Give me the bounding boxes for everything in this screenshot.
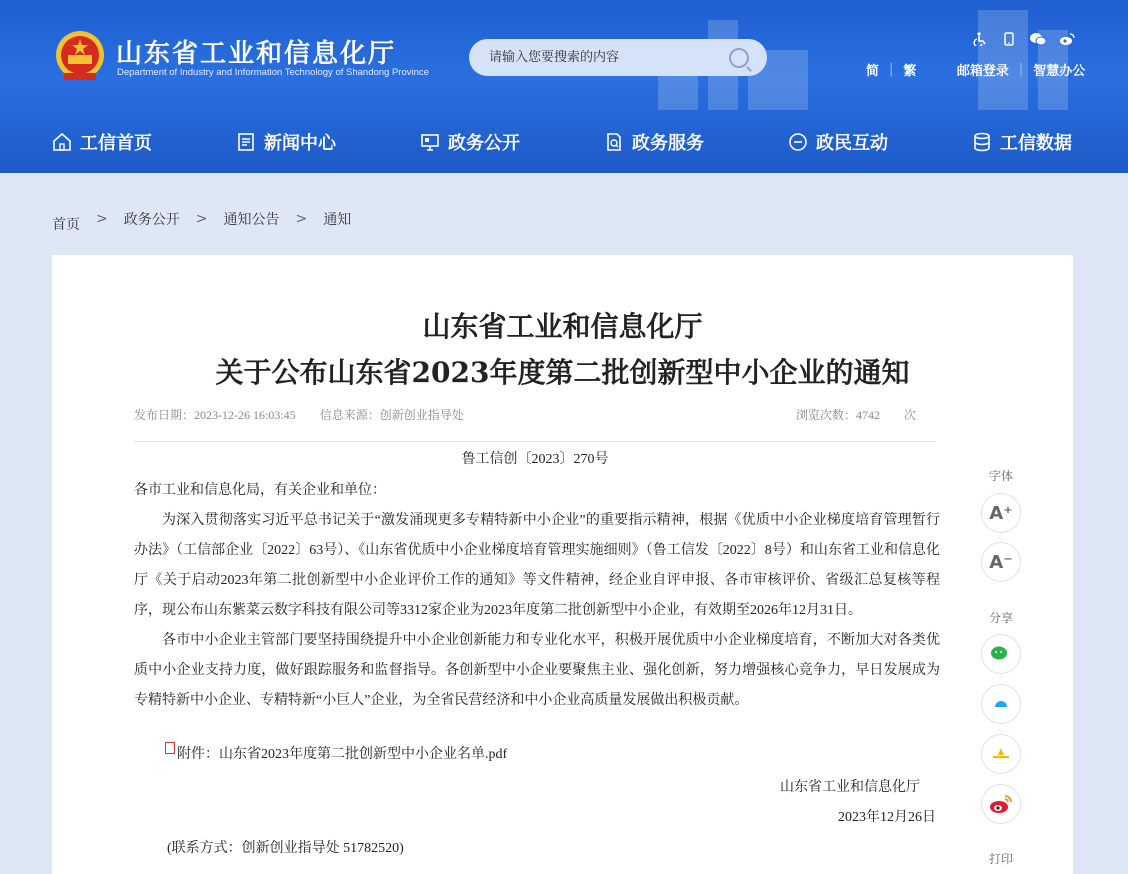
nav-home[interactable] [52,129,152,155]
source-value: 创新创业指导处 [379,408,464,422]
national-emblem-icon [54,29,106,83]
link-separator: | [889,62,894,77]
attachment-link[interactable] [165,743,507,763]
breadcrumb-home[interactable]: 首页 [52,217,80,233]
weibo-icon[interactable] [1059,31,1075,47]
wechat-share-button[interactable] [981,634,1021,674]
salutation: 各市工业和信息化局，有关企业和单位： [134,483,386,498]
nav-government-affairs[interactable] [420,129,520,155]
sign-date: 2023年12月26日 [838,810,936,825]
contact-info: (联系方式：创新创业指导处 51782520) [167,841,404,856]
nav-news[interactable] [236,129,336,155]
font-increase-button[interactable]: A⁺ [981,493,1021,533]
weibo-share-button[interactable] [981,784,1021,824]
font-size-label: 字体 [988,469,1013,483]
article-title-line1: 山东省工业和信息化厅 [422,310,703,343]
site-subtitle: Department of Industry and Information Technology of Shandong Province [117,67,429,78]
breadcrumb-notices[interactable]: 通知公告 [223,212,280,228]
meta-divider [134,441,936,442]
source-label: 信息来源： [319,408,380,422]
nav-data[interactable] [972,129,1072,155]
chevron-right-icon: > [295,211,308,227]
qzone-share-button[interactable] [981,734,1021,774]
traditional-link[interactable]: 繁 [903,64,917,79]
site-header [0,0,1128,173]
nav-label: 政民互动 [816,132,888,154]
accessibility-icon[interactable] [972,31,988,47]
breadcrumb [52,204,351,234]
site-title[interactable]: 山东省工业和信息化厅 [116,39,397,69]
mobile-icon[interactable] [1001,31,1017,47]
font-decrease-button[interactable]: A⁻ [981,542,1021,582]
wechat-icon[interactable] [1030,31,1046,47]
nav-government-services[interactable] [604,129,704,155]
publish-label: 发布日期： [134,408,195,422]
breadcrumb-government-affairs[interactable]: 政务公开 [123,212,180,228]
publish-date: 2023-12-26 16:03:45 [194,408,296,422]
share-label: 分享 [988,611,1013,625]
home-icon [52,132,72,152]
mailbox-login-link[interactable]: 邮箱登录 [956,64,1009,79]
search-box [469,39,767,76]
article-body [134,476,940,716]
document-search-icon [604,132,624,152]
wechat-icon [990,645,1012,663]
article-panel [52,255,1073,874]
document-number: 鲁工信创〔2023〕270号 [461,452,609,467]
views-count: 4742 [855,408,880,422]
views-unit: 次 [903,408,916,422]
attachment-text: 附件：山东省2023年度第二批创新型中小企业名单.pdf [177,747,508,762]
nav-label: 工信数据 [1000,132,1072,154]
top-links [866,60,1085,79]
nav-label: 工信首页 [80,132,152,154]
qzone-star-icon [991,745,1011,763]
search-input[interactable] [489,39,729,76]
monitor-icon [420,132,440,152]
weibo-icon [988,793,1014,815]
main-nav [0,110,1128,173]
search-icon[interactable] [729,48,749,68]
nav-label: 政务服务 [632,132,704,154]
paragraph-2: 各市中小企业主管部门要坚持围绕提升中小企业创新能力和专业化水平，积极开展优质中小企业梯度培育，不断加大对各类优质中小企业支持力度，做好跟踪服务和监督指导。各创新型中小企业要聚焦主业、强化创新，努力增强核心竞争力，早日发展成为专精特新中小企业、专精特新“小巨人”企业，为全省民营经济和中小企业高质量发展做出积极贡献。 [134,633,940,708]
chevron-right-icon: > [195,211,208,227]
signer: 山东省工业和信息化厅 [780,780,920,795]
nav-label: 政务公开 [448,132,520,154]
paragraph-1: 为深入贯彻落实习近平总书记关于“激发涌现更多专精特新中小企业”的重要指示精神，根据《优质中小企业梯度培育管理暂行办法》（工信部企业〔2022〕63号）、《山东省优质中小企业梯度培育管理实施细则》（鲁工信发〔2022〕8号）和山东省工业和信息化厅《关于启动2023年第二批创新型中小企业评价工作的通知》等文件精神，经企业自评申报、各市审核评价、省级汇总复核等程序，现公布山东紫菜云数字科技有限公司等3312家企业为2023年度第二批创新型中小企业，有效期至2026年12月31日。 [134,513,940,618]
article-title-line2: 关于公布山东省2023年度第二批创新型中小企业的通知 [215,356,910,389]
nav-interaction[interactable] [788,129,888,155]
qq-share-button[interactable] [981,684,1021,724]
link-separator: | [1018,62,1024,77]
news-icon [236,132,256,152]
smart-office-link[interactable]: 智慧办公 [1033,64,1086,79]
chat-icon [788,132,808,152]
top-icons [972,31,1075,49]
qq-icon [992,695,1010,713]
database-icon [972,132,992,152]
chevron-right-icon: > [96,211,108,227]
simplified-link[interactable]: 简 [866,64,880,79]
print-label[interactable]: 打印 [988,852,1013,866]
views-label: 浏览次数： [795,408,856,422]
pdf-icon [165,742,175,754]
nav-label: 新闻中心 [264,132,336,154]
breadcrumb-notice[interactable]: 通知 [323,212,352,228]
